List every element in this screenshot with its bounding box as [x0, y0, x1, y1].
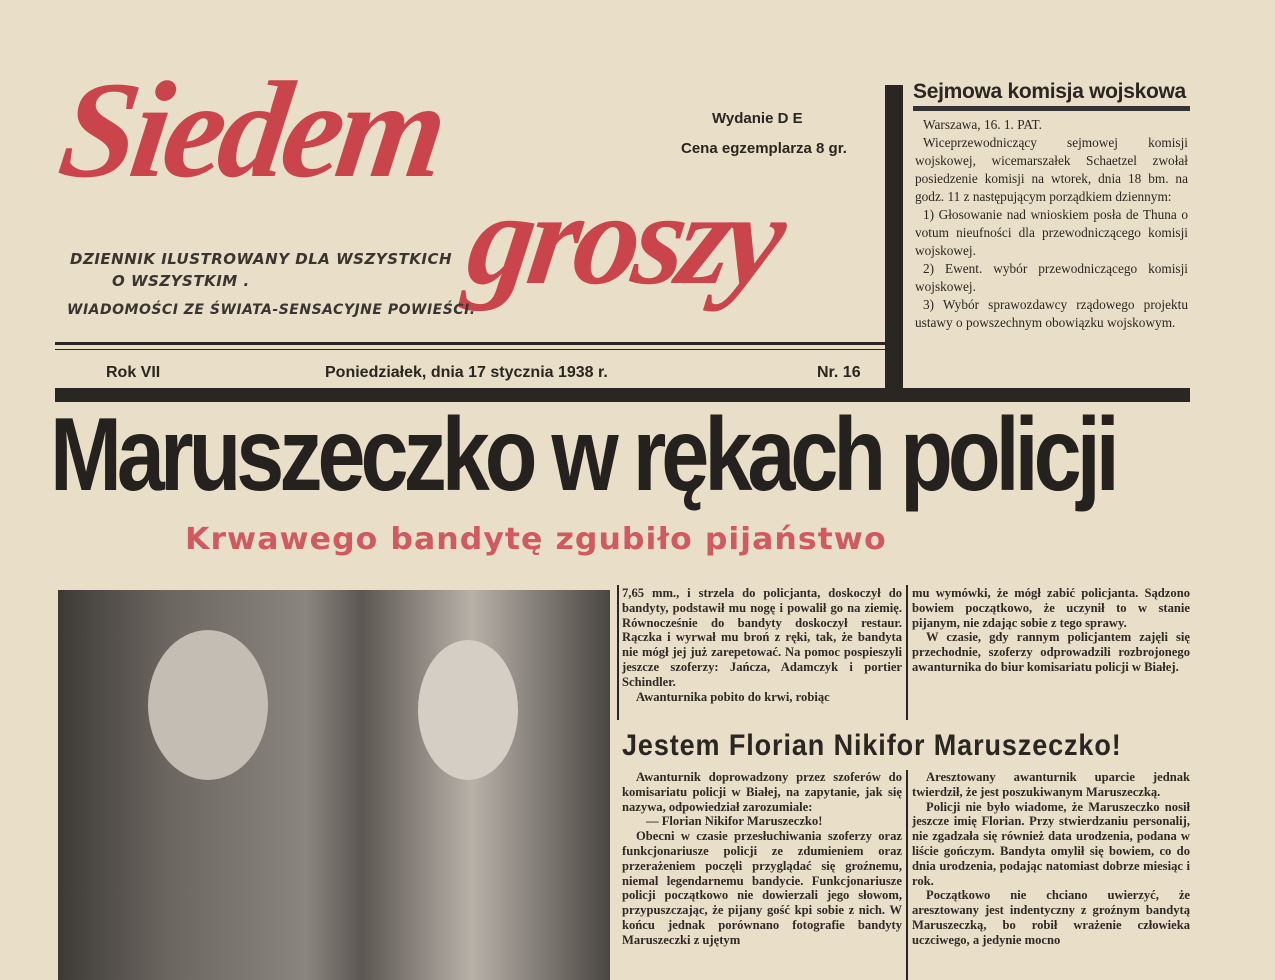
- sidebox-paragraph: Wiceprzewodniczący sejmowej komisji wojskowej, wicemarszałek Schaetzel zwołał posiedzenie komisji na wtorek, dnia 18 bm. na godz. 11 z następującym porządkiem dziennym:: [915, 135, 1188, 204]
- column-rule: [906, 770, 908, 980]
- tagline-2: O WSZYSTKIM .: [112, 272, 250, 290]
- sidebox-text: [915, 116, 1188, 332]
- paragraph: 7,65 mm., i strzela do policjanta, doskoczył do bandyty, podstawił mu nogę i powalił go na ziemię. Równocześnie do bandyty doskoczył restaur. Rączka i wyrwał mu broń z ręki, tak, że bandyta nie mógł jej już zarepetować. Na pomoc pospieszyli jeszcze szoferzy: Jańcza, Adamczyk i portier Schindler.: [622, 586, 902, 689]
- article-column-2-top: [912, 586, 1190, 675]
- divider: [55, 342, 885, 345]
- logo-siedem: Siedem: [51, 53, 451, 206]
- date: Poniedziałek, dnia 17 stycznia 1938 r.: [325, 364, 608, 381]
- paragraph: — Florian Nikifor Maruszeczko!: [646, 814, 823, 829]
- divider: [55, 349, 885, 350]
- article-column-1-top: [622, 586, 902, 704]
- photo-two-men: [58, 590, 610, 980]
- sidebox-paragraph: 1) Głosowanie nad wnioskiem posła de Thuna o votum nieufności dla przewodniczącego komisji wojskowej.: [915, 207, 1188, 258]
- issue-number: Nr. 16: [817, 364, 861, 381]
- paragraph: W czasie, gdy rannym policjantem zajęli się przechodnie, szoferzy odprowadzili rozbrojonego awanturnika do biur komisariatu policji w Białej.: [912, 630, 1190, 674]
- tagline-3: WIADOMOŚCI ZE ŚWIATA-SENSACYJNE POWIEŚCI.: [67, 302, 476, 318]
- paragraph: Awanturnik doprowadzony przez szoferów do komisariatu policji w Białej, na zapytanie, jak się nazywa, odpowiedział zarozumiale:: [622, 770, 902, 814]
- edition: Wydanie D E: [712, 110, 803, 127]
- section-title: Jestem Florian Nikifor Maruszeczko!: [622, 729, 1122, 762]
- paragraph: Aresztowany awanturnik uparcie jednak twierdził, że jest poszukiwanym Maruszeczką.: [912, 770, 1190, 799]
- face-right: [418, 640, 518, 780]
- subheadline: Krwawego bandytę zgubiło pijaństwo: [185, 522, 887, 557]
- price: Cena egzemplarza 8 gr.: [681, 140, 847, 157]
- year: Rok VII: [106, 364, 161, 381]
- sidebox-paragraph: 2) Ewent. wybór przewodniczącego komisji wojskowej.: [915, 261, 1188, 294]
- column-rule: [617, 585, 619, 720]
- paragraph: Policji nie było wiadome, że Maruszeczko nosił jeszcze imię Florian. Przy stwierdzaniu personalij, nie zgadzała się również data urodzenia, podana w liście gończym. Bandyta omylił się bowiem, co do dnia urodzenia, podając natomiast dobrze miesiąc i rok.: [912, 799, 1190, 888]
- logo-groszy: groszy: [459, 165, 790, 312]
- column-rule: [906, 585, 908, 720]
- paragraph: mu wymówki, że mógł zabić policjanta. Sądzono bowiem początkowo, że uczynił to w stanie pijanym, nie zdając sobie z tego sprawy.: [912, 586, 1190, 630]
- sidebox-paragraph: 3) Wybór sprawozdawcy rządowego projektu ustawy o powszechnym obowiązku wojskowym.: [915, 297, 1188, 330]
- sidebox-bar: [885, 85, 903, 388]
- article-column-1-bottom: [622, 770, 902, 948]
- paragraph: Obecni w czasie przesłuchiwania szoferzy oraz funkcjonariusze policji ze zdumieniem oraz przerażeniem poczęli przyglądać się groźnemu, niemal legendarnemu bandycie. Funkcjonariusze policji początkowo nie dowierzali jego słowom, przypuszczając, że pijany gość kpi sobie z nich. W końcu jednak porównano fotografie bandyty Maruszeczki z ujętym: [622, 829, 902, 947]
- article-column-2-bottom: [912, 770, 1190, 948]
- paragraph: Awanturnika pobito do krwi, robiąc: [636, 689, 830, 704]
- headline: Maruszeczko w rękach policji: [50, 397, 1115, 513]
- face-left: [148, 630, 268, 780]
- sidebox-paragraph: Warszawa, 16. 1. PAT.: [923, 117, 1042, 132]
- sidebox-title: Sejmowa komisja wojskowa: [913, 80, 1190, 111]
- tagline-1: DZIENNIK ILUSTROWANY DLA WSZYSTKICH: [70, 250, 453, 268]
- paragraph: Początkowo nie chciano uwierzyć, że aresztowany jest indentyczny z groźnym bandytą Maruszeczką, bo robił wrażenie człowieka uczciwego, a jedynie mocno: [912, 888, 1190, 947]
